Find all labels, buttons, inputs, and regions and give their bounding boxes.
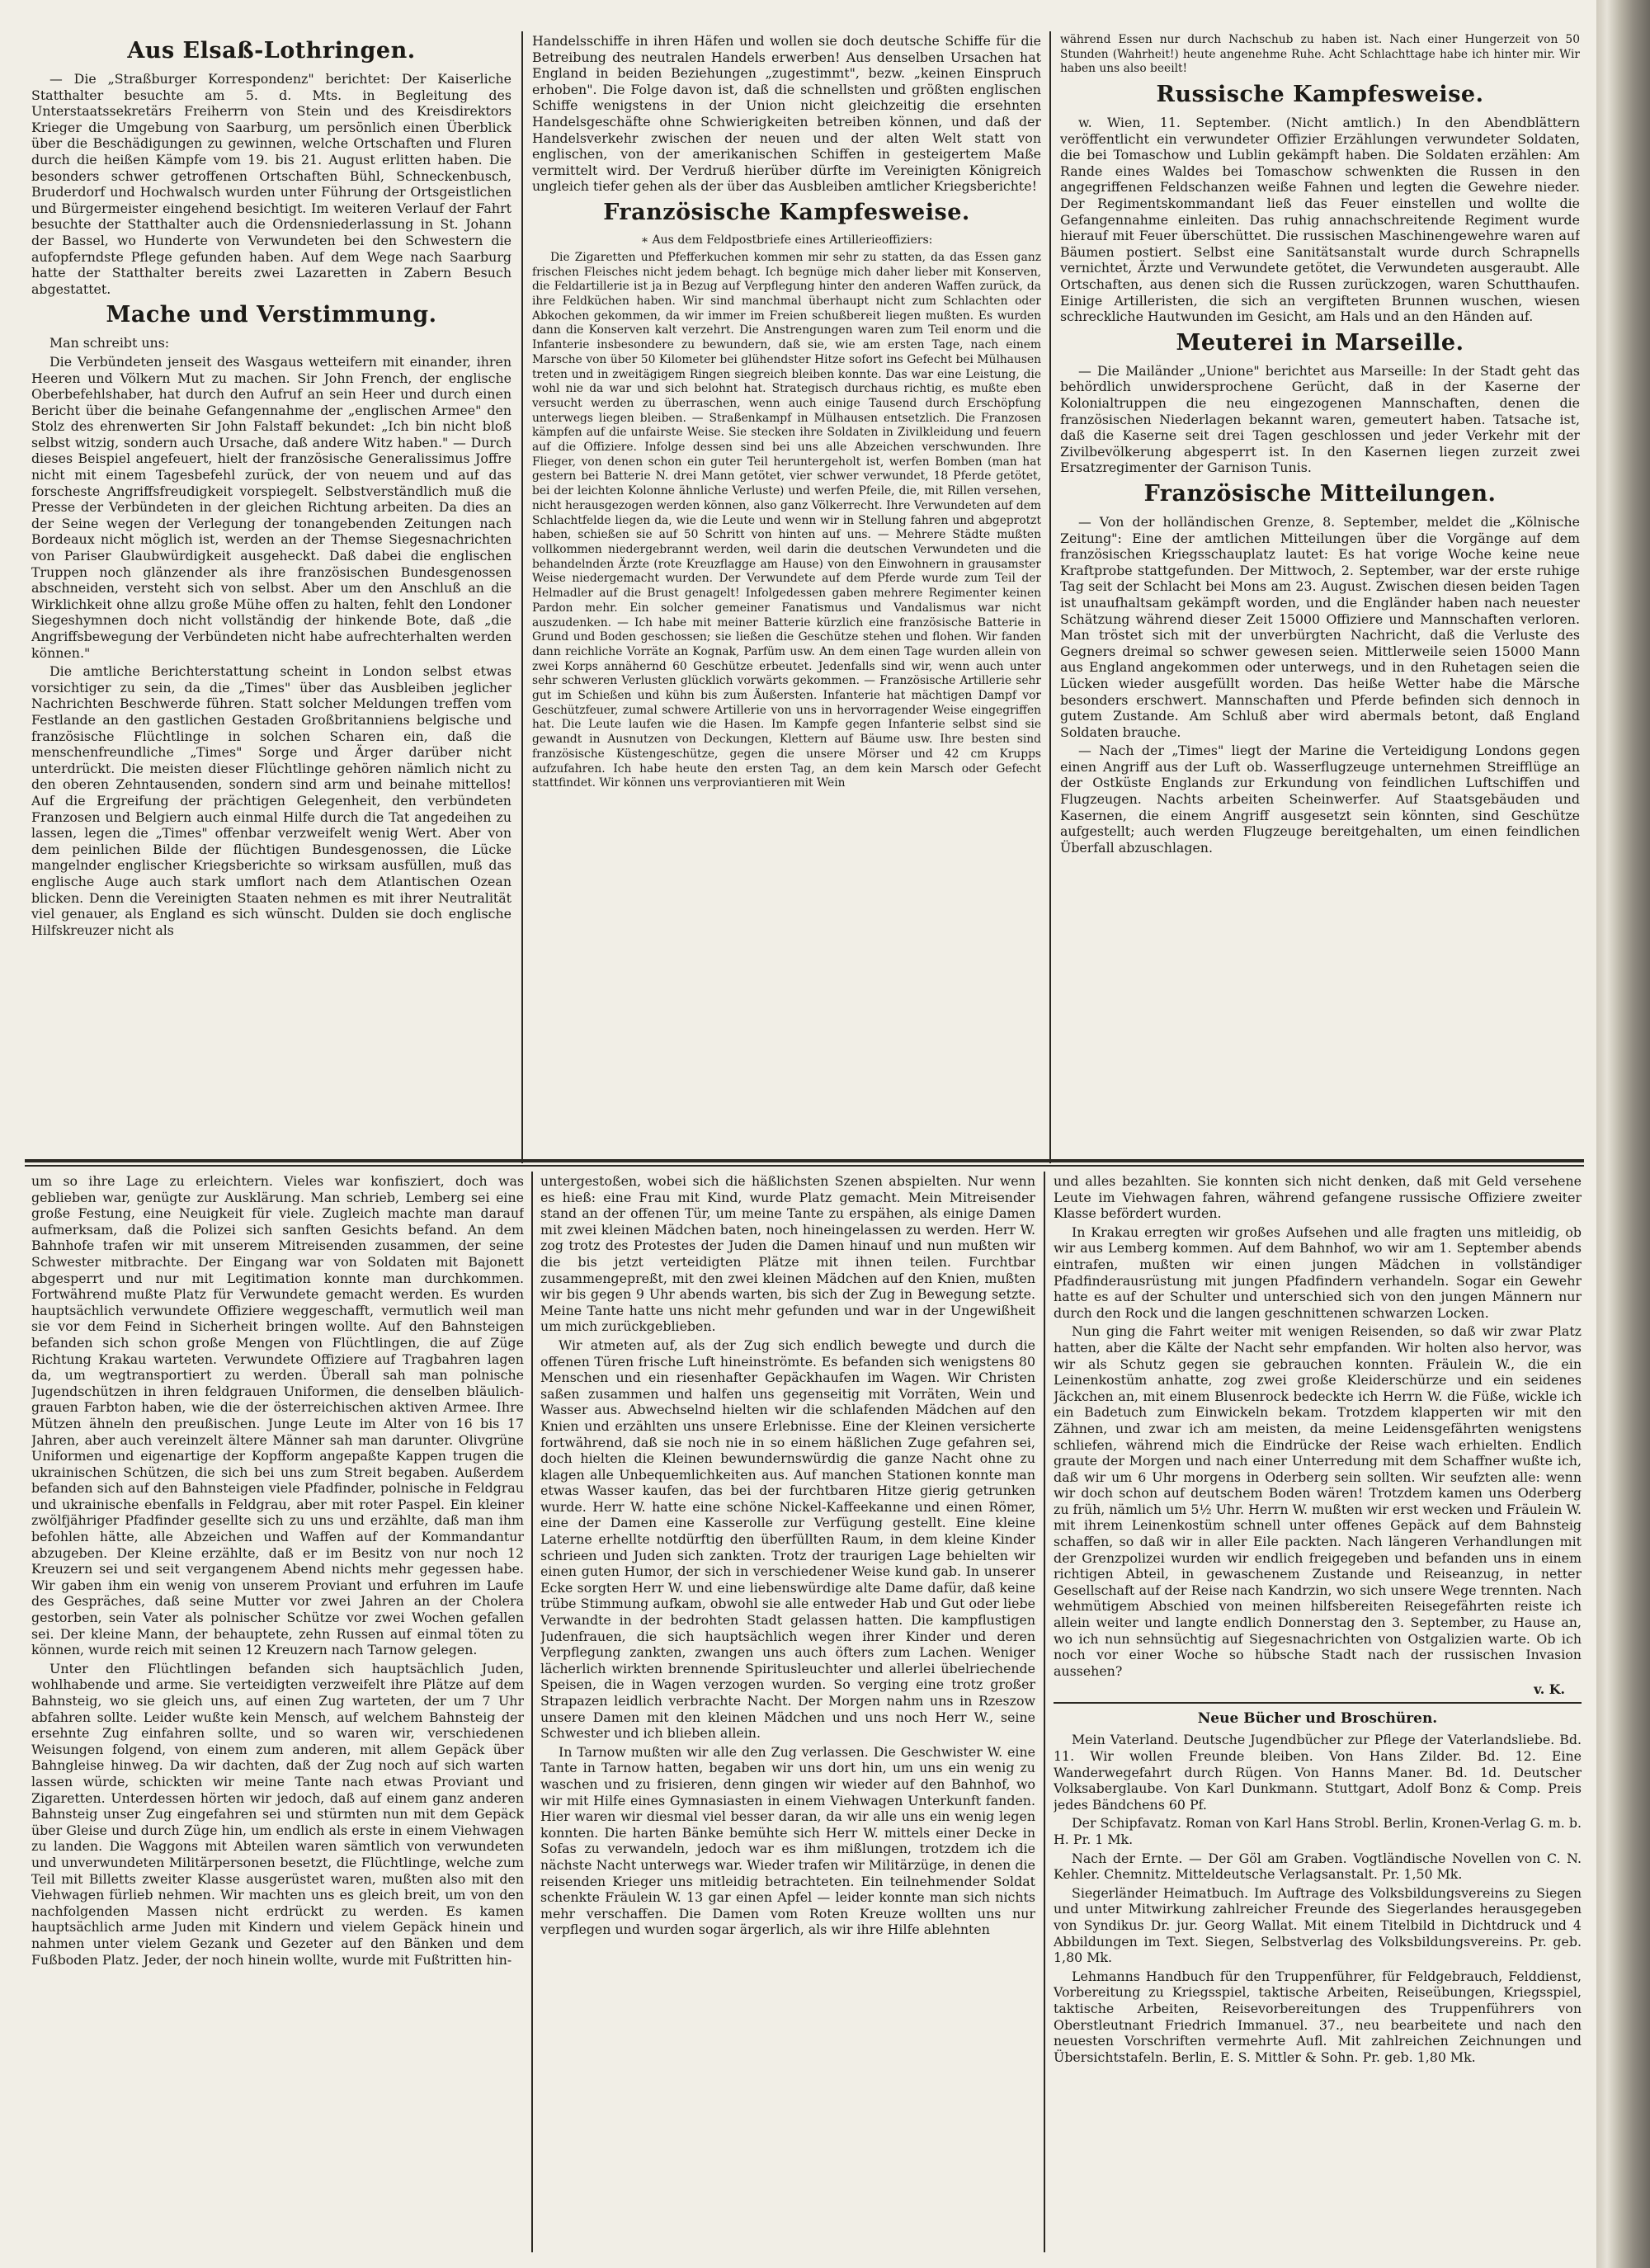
- column-divider: [1049, 31, 1051, 1163]
- paragraph: um so ihre Lage zu erleichtern. Vieles war konfisziert, doch was geblieben war, genügte zur Ausklärung. Man schrieb, Lemberg sei eine große Festung, eine Neuigkeit für viele. Zugleich machte man darauf aufmerksam, daß die Polizei sich sanften Gesichts befand. An dem Bahnhofe trafen wir mit unserem Mitreisenden zusammen, der seine Schwester mitbrachte. Der Eingang war von Soldaten mit Bajonett abgesperrt und nur mit Legitimation konnte man durchkommen. Fortwährend mußte Platz für Verwundete gemacht werden. Es wurden hauptsächlich verwundete Offiziere weggeschafft, vermutlich weil man sie vor dem Feind in Sicherheit bringen wollte. Auf den Bahnsteigen befanden sich schon große Mengen von Flüchtlingen, die auf Züge Richtung Krakau warteten. Verwundete Offiziere auf Tragbahren lagen da, um wegtransportiert zu werden. Überall sah man polnische Jugendschützen in ihren feldgrauen Uniformen, die denselben bläulich-grauen Farbton haben, wie die der österreichischen aktiven Armee. Ihre Mützen ähneln den preußischen. Junge Leute im Alter von 16 bis 17 Jahren, aber auch vereinzelt ältere Männer sah man darunter. Olivgrüne Uniformen und eigenartige der Kopfform angepaßte Kappen trugen die ukrainischen Schützen, die sich bei uns zum Streit begaben. Außerdem befanden sich auf den Bahnsteigen viele Pfadfinder, polnische in Feldgrau und ukrainische ebenfalls in Feldgrau, aber mit roter Paspel. Ein kleiner zwölfjähriger Pfadfinder gesellte sich zu uns und erzählte, daß man ihm befohlen hätte, alle Abzeichen und Waffen auf der Kommandantur abzugeben. Der Kleine erzählte, daß er im Besitz von nur noch 12 Kreuzern sei und seit vergangenem Abend nichts mehr gegessen habe. Wir gaben ihm ein wenig von unserem Proviant und erfuhren im Laufe des Gespräches, daß seine Mutter vor zwei Jahren an der Cholera gestorben, sein Vater als polnischer Schütze vor zwei Wochen gefallen sei. Der kleine Mann, der behauptete, zehn Russen auf einmal töten zu können, wurde reich mit seinen 12 Kreuzern nach Tarnow gelegen.: [31, 1173, 524, 1658]
- article-times-london: — Nach der „Times" liegt der Marine die Verteidigung Londons gegen einen Angriff aus der Luft ob. Wasserflugzeuge unternehmen Streifflüge an der Ostküste Englands zur Erkundung von feindlichen Luftschiffen und Flugzeugen. Nachts arbeiten Scheinwerfer. Auf Staatsgebäuden und Kasernen, die einem Angriff ausgesetzt sein könnten, sind Geschütze aufgestellt; auch werden Flugzeuge bereitgehalten, um einen feindlichen Überfall abzuschlagen.: [1060, 743, 1580, 856]
- author-signature: v. K.: [1534, 1681, 1565, 1698]
- headline-alsace-lorraine: Aus Elsaß-Lothringen.: [127, 38, 416, 64]
- column-top-middle: [532, 33, 1041, 1163]
- headline-french-reports: Französische Mitteilungen.: [1143, 480, 1497, 507]
- paragraph: In Krakau erregten wir großes Aufsehen und alle fragten uns mitleidig, ob wir aus Lemberg kommen. Auf dem Bahnhof, wo wir am 1. September abends eintrafen, mußten wir einen jungen Mädchen in vollständiger Pfadfinderausrüstung mit jungen Pfadfindern verhandeln. Sogar ein Gewehr hatte es auf der Schulter und unterschied sich von den jungen Männern nur durch den Rock und die langen geschnittenen schwarzen Locken.: [1054, 1224, 1582, 1321]
- article-alsace-lorraine: — Die „Straßburger Korrespondenz" berichtet: Der Kaiserliche Statthalter besuchte am 5. d. Mts. in Begleitung des Unterstaatssekretärs Freiherrn von Stein und des Kreisdirektors Krieger die Umgebung von Saarburg, um persönlich einen Überblick über die Beschädigungen zu gewinnen, welche Ortschaften und Fluren durch die heißen Kämpfe vom 19. bis 21. August erlitten haben. Die besonders schwer getroffenen Ortschaften Bühl, Schneckenbusch, Bruderdorf und Hochwalsch wurden unter Führung der Ortsgeistlichen und Bürgermeister eingehend besichtigt. Im weiteren Verlauf der Fahrt besuchte der Statthalter auch die Ordensniederlassung in St. Johann der Bassel, wo Hunderte von Verwundeten bei den Schwestern die aufopferndste Pflege gefunden haben. Auf dem Wege nach Saarburg hatte der Statthalter bereits zwei Lazaretten in Zabern Besuch abgestattet.: [31, 71, 512, 297]
- page-binding-edge: [1596, 0, 1650, 2268]
- books-divider: [1054, 1702, 1582, 1704]
- paragraph: Unter den Flüchtlingen befanden sich hauptsächlich Juden, wohlhabende und arme. Sie verteidigten verzweifelt ihre Plätze auf dem Bahnsteig, wo sie gleich uns, auf einen Zug warteten, der um 7 Uhr abfahren sollte. Leider wußte kein Mensch, auf welchem Bahnsteig der ersehnte Zug einfahren sollte, und so waren wir, verschiedenen Weisungen folgend, von einem zum anderen, mit allem Gepäck über Bahngleise hinweg. Da wir dachten, daß der Zug noch auf sich warten lassen würde, schickten wir meine Tante nach etwas Proviant und Zigaretten. Unterdessen hörten wir jedoch, daß auf einem ganz anderen Bahnsteig unser Zug eingefahren sei und stürmten nun mit dem Gepäck über Gleise und durch Züge hin, um endlich als erste in einem Viehwagen zu landen. Die Waggons mit Abteilen waren sämtlich von verwundeten und unverwundeten Militärpersonen besetzt, die Flüchtlinge, welche zum Teil mit Billetts zweiter Klasse ausgerüstet waren, mußten also mit den Viehwagen fürlieb nehmen. Wir machten uns es gleich breit, um von den nachfolgenden Massen nicht erdrückt zu werden. Es kamen hauptsächlich arme Juden mit Kindern und vielem Gepäck hinein und nahmen unter vielem Gezank und Gezeter auf den Bänken und dem Fußboden Platz. Jeder, der noch hinein wollte, wurde mit Fußtritten hin-: [31, 1660, 524, 1968]
- article-russian-fighting: w. Wien, 11. September. (Nicht amtlich.) In den Abendblättern veröffentlicht ein verwundeter Offizier Erzählungen verwundeter Soldaten, die bei Tomaschow und Lublin gekämpft haben. Die Soldaten erzählen: Am Rande eines Waldes bei Tomaschow schwenkten die Russen in den angegriffenen Feldschanzen weiße Fahnen und legten die Gewehre nieder. Der Regimentskommandant ließ das Feuer einstellen und wollte die Gefangennahme einleiten. Das ruhig annachschreitende Regiment wurde hierauf mit Feuer überschüttet. Die russischen Maschinengewehre waren auf Bäumen postiert. Selbst eine Sanitätsanstalt wurde durch Schrapnells vernichtet, Ärzte und Verwundete getötet, die Verwundeten ausgeraubt. Alle Ortschaften, aus denen sich die Russen zurückzogen, waren Schutthaufen. Einige Artilleristen, die sich an vergifteten Brunnen wuschen, wiesen schreckliche Hautwunden im Gesicht, am Hals und an den Händen auf.: [1060, 115, 1580, 325]
- article-mutiny-marseille: — Die Mailänder „Unione" berichtet aus Marseille: In der Stadt geht das behördlich unwidersprochene Gerücht, daß in der Kaserne der Kolonialtruppen die neu eingezogenen Mannschaften, denen die französischen Niederlagen bekannt waren, gemeutert haben. Tatsache ist, daß die Kaserne seit drei Tagen geschlossen und jeder Verkehr mit der Zivilbevölkerung abgesperrt ist. In den Kasernen liegen zurzeit zwei Ersatzregimenter der Garnison Tunis.: [1060, 362, 1580, 476]
- paragraph: untergestoßen, wobei sich die häßlichsten Szenen abspielten. Nur wenn es hieß: eine Frau mit Kind, wurde Platz gemacht. Mein Mitreisender stand an der offenen Tür, um meine Tante zu erspähen, als einige Damen mit zwei kleinen Mädchen baten, noch hineingelassen zu werden. Herr W. zog trotz des Protestes der Juden die Damen hinauf und nun mußten wir die bis jetzt verteidigten Plätze mit ihnen teilen. Furchtbar zusammengepreßt, mit den zwei kleinen Mädchen auf den Knien, mußten wir bis gegen 9 Uhr abends warten, bis sich der Zug in Bewegung setzte. Meine Tante hatte uns nicht mehr gefunden und war in der Ungewißheit um mich zurückgeblieben.: [540, 1173, 1035, 1335]
- subheading-field-letter: ∗ Aus dem Feldpostbriefe eines Artillerieoffiziers:: [640, 233, 933, 247]
- article-french-reports: — Von der holländischen Grenze, 8. September, meldet die „Kölnische Zeitung": Eine der amtlichen Mitteilungen über die Vorgänge auf dem französischen Kriegsschauplatz lautet: Es hat vorige Woche keine neue Kraftprobe stattgefunden. Der Mittwoch, 2. September, war der erste ruhige Tag seit der Schlacht bei Mons am 23. August. Zwischen diesen beiden Tagen ist unaufhaltsam gekämpft worden, und die Engländer haben nach neuester Schätzung während dieser Zeit 15000 Offiziere und Mannschaften verloren. Man tröstet sich mit der unverbürgten Nachricht, daß die Verluste des Gegners dreimal so schwer gewesen seien. Mittlerweile seien 15000 Mann aus England angekommen oder unterwegs, und in den Ruhetagen seien die Lücken wieder ausgefüllt worden. Das heiße Wetter habe die Märsche besonders erschwert. Mannschaften und Pferde befinden sich dennoch in gutem Zustande. Am Schluß aber wird abermals betont, daß England Soldaten brauche.: [1060, 513, 1580, 740]
- column-bottom-middle: [540, 1173, 1035, 2250]
- headline-french-fighting: Französische Kampfesweise.: [603, 199, 970, 225]
- paragraph: Die amtliche Berichterstattung scheint in London selbst etwas vorsichtiger zu sein, da die „Times" über das Ausbleiben jeglicher Nachrichten Beschwerde führen. Statt solcher Meldungen treffen vom Festlande an den gastlichen Gestaden Großbritanniens belgische und französische Flüchtlinge in solchen Scharen ein, daß die menschenfreundliche „Times" Sorge und Ärger darüber nicht unterdrückt. Die meisten dieser Flüchtlinge gehören nämlich nicht zu den oberen Zehntausenden, sondern sind arm und beinahe mittellos! Auf die Ergreifung der prächtigen Gelegenheit, den verbündeten Franzosen und Belgiern auch einmal Hilfe durch die Tat angedeihen zu lassen, legen die „Times" offenbar verzweifelt wenig Wert. Aber von dem peinlichen Bilde der flüchtigen Bundesgenossen, die Lücke mangelnder englischer Kriegsberichte so wirksam ausfüllen, muß das englische Auge auch stark umflort nach dem Atlantischen Ozean blicken. Denn die Vereinigten Staaten nehmen es mit ihrer Neutralität viel genauer, als England es sich wünscht. Dulden sie doch englische Hilfskreuzer nicht als: [31, 663, 512, 938]
- column-divider: [1044, 1172, 1045, 2252]
- section-divider: [25, 1159, 1584, 1162]
- field-letter-text: Die Zigaretten und Pfefferkuchen kommen mir sehr zu statten, da das Essen ganz frischen Fleisches nicht jedem behagt. Ich begnüge mich daher lieber mit Konserven, die Feldartillerie ist ja in Bezug auf Verpflegung hinter den anderen Waffen zurück, da ihre Feldküchen haben. Wir sind manchmal überhaupt nicht zum Schlachten oder Abkochen gekommen, da wir immer im Freien schußbereit liegen mußten. Es wurden dann die Konserven kalt verzehrt. Die Anstrengungen waren zum Teil enorm und die Infanterie insbesondere zu bewundern, daß sie, wie am ersten Tage, nach einem Marsche von über 50 Kilometer bei glühendster Hitze sofort ins Gefecht bei Mülhausen treten und in zweitägigem Ringen siegreich bleiben konnte. Das war eine Leistung, die wohl nie da war und sich belohnt hat. Strategisch durchaus richtig, es mußte eben versucht werden zu überraschen, wenn auch einige Tausend durch Erschöpfung unterwegs liegen bleiben. — Straßenkampf in Mülhausen entsetzlich. Die Franzosen kämpfen auf die unfairste Weise. Sie stecken ihre Soldaten in Zivilkleidung und feuern auf die Offiziere. Infolge dessen sind bei uns alle Abzeichen verschwunden. Ihre Flieger, von denen schon ein guter Teil heruntergeholt ist, werfen Bomben (man hat gestern bei Batterie N. drei Mann getötet, vier schwer verwundet, 18 Pferde getötet, bei der leichten Kolonne ähnliche Verluste) und werfen Pfeile, die, mit Rillen versehen, nicht herausgezogen werden können, also ganz Völkerrecht. Ihre Verwundeten auf dem Schlachtfelde liegen da, wie die Leute und wenn wir in Stellung fahren und abgeprotzt haben, schießen sie auf 50 Schritt von hinten auf uns. — Mehrere Städte mußten vollkommen niedergebrannt werden, weil darin die deutschen Verwundeten und die behandelnden Ärzte (rote Kreuzflagge am Hause) von den Einwohnern in grausamster Weise niedergemacht wurden. Der Verwundete auf dem Pferde wurde zum Teil der Helmadler auf die Brust genagelt! Infolgedessen gaben mehrere Regimenter keinen Pardon mehr. Ein solcher gemeiner Fanatismus und Vandalismus war nicht auszudenken. — Ich habe mit meiner Batterie kürzlich eine französische Batterie in Grund und Boden geschossen; sie ließen die Geschütze stehen und flohen. Wir fanden dann reichliche Vorräte an Kognak, Parfüm usw. An dem einen Tage wurden allein von zwei Korps annähernd 60 Geschütze erbeutet. Jedenfalls sind wir, wenn auch unter sehr schweren Verlusten glücklich vorwärts gekommen. — Französische Artillerie sehr gut im Schießen und kühn bis zum Äußersten. Infanterie hat mächtigen Dampf vor Geschützfeuer, zumal schwere Artillerie von uns in hervorragender Weise eingegriffen hat. Die Leute laufen wie die Hasen. Im Kampfe gegen Infanterie selbst sind sie gewandt in Ausnutzen von Deckungen, Klettern auf Bäume usw. Ihre besten sind französische Küstengeschütze, gegen die unsere Mörser und 42 cm Krupps aufzufahren. Ich habe heute den ersten Tag, an dem kein Marsch oder Gefecht stattfindet. Wir können uns verproviantieren mit Wein: [532, 250, 1041, 790]
- paragraph: Die Verbündeten jenseit des Wasgaus wetteifern mit einander, ihren Heeren und Völkern Mut zu machen. Sir John French, der englische Oberbefehlshaber, hat durch den Aufruf an sein Heer und durch einen Bericht über die beinahe Gefangennahme der „englischen Armee" den Stolz des ehrenwerten Sir John Falstaff bekundet: „Ich bin nicht bloß selbst witzig, sondern auch Ursache, daß andere Witz haben." — Durch dieses Beispiel angefeuert, hielt der französische Generalissimus Joffre nicht mit einem Tagesbefehl zurück, der von neuem und auf das forscheste Angriffsfreudigkeit vorspiegelt. Selbstverständlich muß die Presse der Verbündeten in der gleichen Richtung arbeiten. Da dies an der Seine wegen der Verlegung der tonangebenden Zeitungen nach Bordeaux nicht möglich ist, werden an der Themse Siegesnachrichten von Pariser Glaubwürdigkeit ausgeheckt. Daß dabei die englischen Truppen noch glänzender als ihre französischen Bundesgenossen abschneiden, versteht sich von selbst. Aber um den Anschluß an die Wirklichkeit ohne allzu große Mühe offen zu halten, fehlt den Londoner Siegeshymnen doch nicht vollständig der hinkende Bote, daß „die Angriffsbewegung der Verbündeten nicht habe aufrechterhalten werden können.": [31, 353, 512, 661]
- column-bottom-right: [1054, 1173, 1582, 2250]
- book-listing: Nach der Ernte. — Der Göl am Graben. Vogtländische Novellen von C. N. Kehler. Chemnitz. Mitteldeutsche Verlagsanstalt. Pr. 1,50 Mk.: [1054, 1850, 1582, 1883]
- headline-mache-verstimmung: Mache und Verstimmung.: [106, 302, 437, 328]
- paragraph: Handelsschiffe in ihren Häfen und wollen sie doch deutsche Schiffe für die Betreibung des neutralen Handels erwerben! Aus denselben Ursachen hat England in beiden Beziehungen „zugestimmt", bezw. „keinen Einspruch erhoben". Die Folge davon ist, daß die schnellsten und größten englischen Schiffe wenigstens in der Union nicht gleichzeitig die ersehnten Handelsgeschäfte ohne Schwierigkeiten betreiben können, und daß der Handelsverkehr zwischen der neuen und der alten Welt statt von englischen, von der amerikanischen Schiffen in gesteigertem Maße vermittelt wird. Der Verdruß hierüber dürfte im Vereinigten Königreich ungleich tiefer gehen als der über das Ausbleiben amtlicher Kriegsberichte!: [532, 33, 1041, 195]
- column-divider: [531, 1172, 533, 2252]
- paragraph: In Tarnow mußten wir alle den Zug verlassen. Die Geschwister W. eine Tante in Tarnow hatten, begaben wir uns dort hin, um uns ein wenig zu waschen und zu frisieren, denn gingen wir wieder auf den Bahnhof, wo wir mit Hilfe eines Gymnasiasten in einem Viehwagen Unterkunft fanden. Hier waren wir diesmal viel besser daran, da wir alle uns ein wenig legen konnten. Die harten Bänke bemühte sich Herr W. mittels einer Decke in Sofas zu verwandeln, jedoch war es ihm mißlungen, trotzdem ich die nächste Nacht unterwegs war. Wieder trafen wir Militärzüge, in denen die reisenden Krieger uns mitleidig betrachteten. Ein teilnehmender Soldat schenkte Fräulein W. 13 gar einen Apfel — leider konnte man sich nichts mehr verschaffen. Die Damen vom Roten Kreuze wollten uns nur verpflegen und wurden sogar ärgerlich, als wir ihre Hilfe ablehnten: [540, 1743, 1035, 1938]
- paragraph: und alles bezahlten. Sie konnten sich nicht denken, daß mit Geld versehene Leute im Viehwagen fahren, während gefangene russische Offiziere zweiter Klasse befördert wurden.: [1054, 1173, 1582, 1222]
- column-top-right: [1060, 33, 1580, 1163]
- books-heading: Neue Bücher und Broschüren.: [1197, 1710, 1438, 1728]
- headline-mutiny-marseille: Meuterei in Marseille.: [1176, 329, 1464, 356]
- book-listing: Lehmanns Handbuch für den Truppenführer, für Feldgebrauch, Felddienst, Vorbereitung zu Kriegsspiel, taktische Arbeiten, Reiseübungen, Kriegsspiel, taktische Arbeiten, Reisevorbereitungen des Truppenführers von Oberstleutnant Friedrich Immanuel. 37., neu bearbeitete und nach den neuesten Vorschriften vermehrte Aufl. Mit zahlreichen Zeichnungen und Übersichtstafeln. Berlin, E. S. Mittler & Sohn. Pr. geb. 1,80 Mk.: [1054, 1968, 1582, 2065]
- book-listing: Siegerländer Heimatbuch. Im Auftrage des Volksbildungsvereins zu Siegen und unter Mitwirkung zahlreicher Freunde des Siegerlandes herausgegeben von Syndikus Dr. jur. Georg Wallat. Mit einem Titelbild in Dichtdruck und 4 Abbildungen im Text. Siegen, Selbstverlag des Volksbildungsvereins. Pr. geb. 1,80 Mk.: [1054, 1884, 1582, 1966]
- section-divider-thin: [25, 1165, 1584, 1167]
- paragraph: Nun ging die Fahrt weiter mit wenigen Reisenden, so daß wir zwar Platz hatten, aber die Kälte der Nacht sehr empfanden. Wir holten also hervor, was wir als Schutz gegen sie gebrauchen konnten. Fräulein W., die ein Leinenkostüm anhatte, zog zwei große Kleiderschürze und ein seidenes Jäckchen an, mit einem Blusenrock bedeckte ich Herrn W. die Füße, wickle ich ein Badetuch zum Einwickeln bekam. Trotzdem klapperten wir mit den Zähnen, und zwar ich am meisten, da meine Leidensgefährten wenigstens schliefen, während mich die Eindrücke der Reise wach erhielten. Endlich graute der Morgen und nach einer Unterredung mit dem Schaffner wußte ich, daß wir um 6 Uhr morgens in Oderberg sein sollten. Wir seufzten alle: wenn wir doch schon auf deutschem Boden wären! Trotzdem kamen uns Oderberg zu früh, nämlich um 5½ Uhr. Herrn W. mußten wir erst wecken und Fräulein W. mit ihrem Leinenkostüm schnell unter offenes Gepäck auf dem Bahnsteig schaffen, so daß wir in aller Eile packten. Nach längeren Verhandlungen mit der Grenzpolizei wurden wir endlich freigegeben und befanden uns in einem richtigen Abteil, in gewaschenem Zustande und Reiseanzug, in netter Gesellschaft auf der Reise nach Kandrzin, wo sich unsere Wege trennten. Nach wehmütigem Abschied von meinen hilfsbereiten Reisegefährten reiste ich allein weiter und langte endlich Donnerstag den 3. September, zu Hause an, wo ich nun sehnsüchtig auf Siegesnachrichten von Ostgalizien warte. Ob ich noch vor einer Woche so hübsche Stadt nach der russischen Invasion aussehen?: [1054, 1323, 1582, 1679]
- book-listing: Mein Vaterland. Deutsche Jugendbücher zur Pflege der Vaterlandsliebe. Bd. 11. Wir wollen Freunde bleiben. Von Hans Zilder. Bd. 12. Eine Wanderwegefahrt durch Rügen. Von Hanns Maner. Bd. 1d. Deutscher Volksaberglaube. Von Karl Dunkmann. Stuttgart, Adolf Bonz & Comp. Preis jedes Bändchens 60 Pf.: [1054, 1732, 1582, 1813]
- column-bottom-left: [31, 1173, 524, 2250]
- column-divider: [521, 31, 523, 1163]
- headline-russian-fighting: Russische Kampfesweise.: [1156, 82, 1484, 108]
- paragraph: Wir atmeten auf, als der Zug sich endlich bewegte und durch die offenen Türen frische Luft hineinströmte. Es befanden sich wenigstens 80 Menschen und ein riesenhafter Gepäckhaufen im Wagen. Wir Christen saßen zusammen und halfen uns gegenseitig mit Vorräten, Wein und Wasser aus. Abwechselnd hielten wir die schlafenden Mädchen auf den Knien und erzählten uns unsere Erlebnisse. Eine der Kleinen versicherte fortwährend, daß sie noch nie in so einem häßlichen Zuge gefahren sei, doch hielten die Kleinen bewundernswürdig die ganze Nacht ohne zu klagen alle Unbequemlichkeiten aus. Auf manchen Stationen konnte man etwas Wasser kaufen, das bei der furchtbaren Hitze gierig getrunken wurde. Herr W. hatte eine schöne Nickel-Kaffeekanne und einen Römer, eine der Damen eine Kasserolle zur Verfügung gestellt. Eine kleine Laterne erhellte notdürftig den überfüllten Raum, in dem kleine Kinder schrieen und Juden sich zankten. Trotz der traurigen Lage behielten wir einen guten Humor, der sich in verschiedener Weise kund gab. In unserer Ecke sorgten Herr W. und eine liebenswürdige alte Dame dafür, daß keine trübe Stimmung aufkam, obwohl sie alle entweder Hab und Gut oder liebe Verwandte in der bedrohten Stadt gelassen hatten. Die kampflustigen Judenfrauen, die sich hauptsächlich wegen ihrer Kinder und deren Verpflegung zankten, zwangen uns auch öfters zum Lachen. Weniger lächerlich wirkten brennende Spiritusleuchter und allerlei übelriechende Speisen, die in Wagen verzogen wurden. So verging eine trotz großer Strapazen leidlich verbrachte Nacht. Der Morgen nahm uns in Rzeszow unsere Damen mit den kleinen Mädchen und uns noch Herr W., seine Schwester und ich blieben allein.: [540, 1337, 1035, 1742]
- intro-line: Man schreibt uns:: [50, 335, 170, 351]
- book-listing: Der Schipfavatz. Roman von Karl Hans Strobl. Berlin, Kronen-Verlag G. m. b. H. Pr. 1 Mk.: [1054, 1815, 1582, 1847]
- paragraph: während Essen nur durch Nachschub zu haben ist. Nach einer Hungerzeit von 50 Stunden (Wahrheit!) heute angenehme Ruhe. Acht Schlachttage habe ich hinter mir. Wir haben uns also beeilt!: [1060, 33, 1580, 76]
- column-top-left: [31, 33, 512, 1163]
